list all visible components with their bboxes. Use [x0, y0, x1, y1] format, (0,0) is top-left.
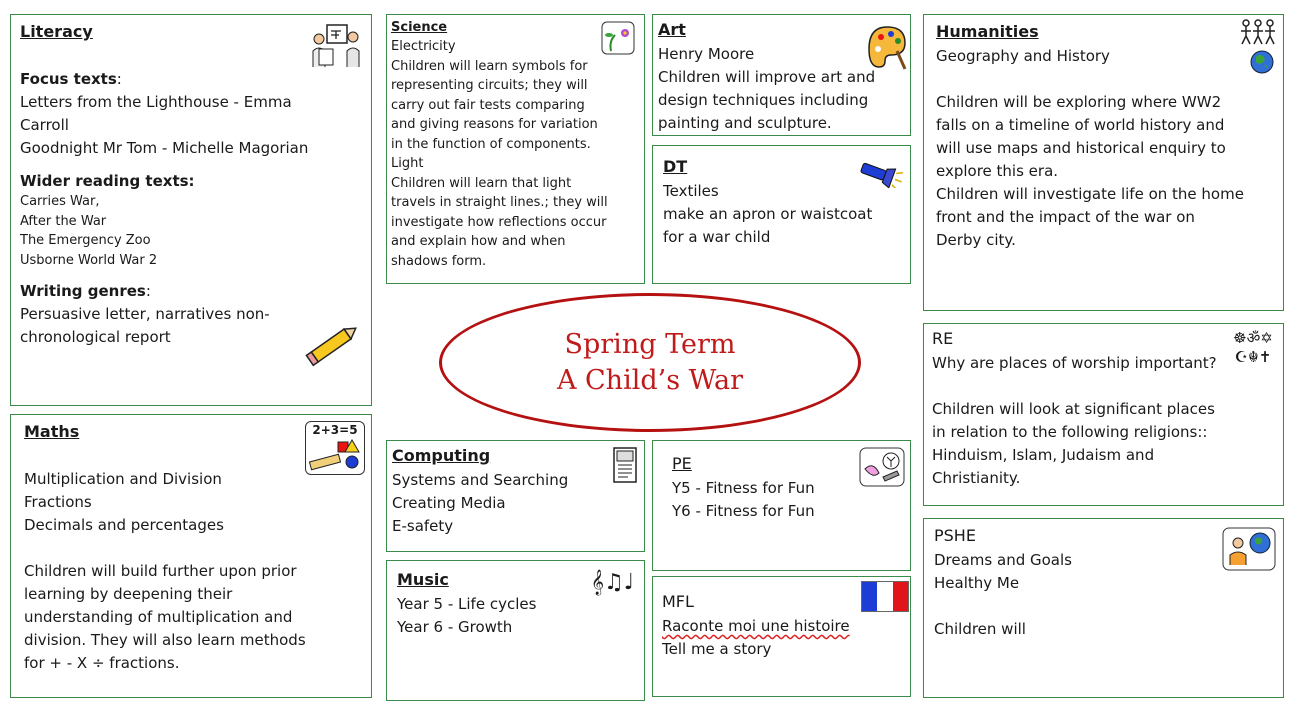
writing-genres-1: Persuasive letter, narratives non-	[20, 305, 270, 323]
wider-reading-item: The Emergency Zoo	[20, 233, 151, 248]
maths-topic: Decimals and percentages	[24, 516, 224, 534]
art-line: painting and sculpture.	[658, 114, 832, 132]
maths-line: learning by deepening their	[24, 585, 233, 603]
science-line: carry out fair tests comparing	[391, 97, 585, 113]
focus-text-2-value: Goodnight Mr Tom - Michelle Magorian	[20, 139, 309, 157]
people-globe-icon	[1238, 17, 1278, 75]
humanities-line: Derby city.	[936, 231, 1016, 249]
wider-reading-item: Usborne World War 2	[20, 252, 158, 268]
science-title: Science	[391, 20, 448, 35]
religious-symbols-top: ☸ॐ✡	[1233, 329, 1273, 347]
focus-texts-label: Focus texts	[20, 70, 117, 88]
dt-line: for a war child	[663, 228, 771, 246]
music-line: Year 6 - Growth	[397, 618, 513, 636]
maths-line: for + - X ÷ fractions.	[24, 654, 180, 672]
pshe-box	[923, 518, 1284, 698]
humanities-line: falls on a timeline of world history and	[936, 116, 1225, 134]
science-line: and explain how and when	[391, 234, 566, 249]
focus-text-2	[20, 137, 362, 160]
pshe-line: Dreams and Goals	[934, 551, 1072, 569]
torch-icon	[857, 160, 903, 188]
wider-reading-item: After the War	[20, 213, 107, 229]
mfl-title: MFL	[662, 592, 694, 611]
re-box	[923, 323, 1284, 506]
re-line: Christianity.	[932, 469, 1021, 487]
literacy-title: Literacy	[20, 22, 93, 41]
re-line: Hinduism, Islam, Judaism and	[932, 446, 1155, 464]
computing-line: E-safety	[392, 517, 454, 535]
focus-text-1b: Carroll	[20, 116, 69, 134]
pe-line: Y6 - Fitness for Fun	[672, 502, 815, 520]
music-line: Year 5 - Life cycles	[397, 595, 537, 613]
person-globe-icon	[1222, 527, 1276, 571]
wider-reading-item: Carries War,	[20, 194, 100, 209]
term-title-ellipse	[439, 293, 861, 432]
writing-genres-colon: :	[145, 282, 151, 300]
science-line: Electricity	[391, 39, 456, 54]
dt-line: make an apron or waistcoat	[663, 205, 873, 223]
teacher-reading-icon	[309, 23, 363, 73]
wider-reading-label: Wider reading texts:	[20, 172, 195, 190]
maths-sums-icon	[305, 421, 365, 475]
humanities-line: Children will be exploring where WW2	[936, 93, 1222, 111]
science-line: shadows form.	[391, 253, 487, 269]
dt-line: Textiles	[663, 182, 719, 200]
re-subtitle: Why are places of worship important?	[932, 354, 1217, 372]
music-box	[386, 560, 645, 701]
term-title: Spring Term	[564, 328, 736, 360]
science-line: in the function of components.	[391, 136, 591, 152]
computer-icon	[613, 447, 637, 483]
science-line: Light	[391, 156, 424, 171]
science-line: Children will learn symbols for	[391, 58, 588, 74]
pe-line: Y5 - Fitness for Fun	[672, 479, 815, 497]
pe-box	[652, 440, 911, 571]
computing-title: Computing	[392, 446, 491, 465]
art-line: Henry Moore	[658, 45, 755, 63]
maths-line: understanding of multiplication and	[24, 608, 293, 626]
humanities-line: explore this era.	[936, 162, 1059, 180]
focus-texts-colon: :	[116, 70, 122, 88]
maths-title: Maths	[24, 422, 80, 441]
pshe-line: Healthy Me	[934, 574, 1020, 592]
mfl-line: Tell me a story	[662, 640, 772, 658]
art-box	[652, 14, 911, 136]
art-line: Children will improve art and	[658, 68, 876, 86]
french-flag-icon	[861, 581, 909, 612]
pshe-title: PSHE	[934, 526, 976, 545]
computing-box	[386, 440, 645, 552]
humanities-box	[923, 14, 1284, 311]
religious-symbols-icon	[1230, 329, 1276, 367]
maths-box	[10, 414, 372, 698]
science-line: and giving reasons for variation	[391, 117, 598, 132]
science-line: representing circuits; they will	[391, 78, 588, 93]
writing-genres-label: Writing genres	[20, 282, 146, 300]
pe-title: PE	[672, 454, 692, 473]
humanities-subtitle: Geography and History	[936, 47, 1110, 65]
dt-title: DT	[663, 157, 688, 176]
maths-line: division. They will also learn methods	[24, 631, 306, 649]
maths-icon-text: 2+3=5	[312, 423, 358, 437]
music-notes-icon: 𝄞♫♩	[591, 570, 635, 595]
science-box	[386, 14, 645, 284]
computing-line: Systems and Searching	[392, 471, 569, 489]
writing-genres-2: chronological report	[20, 328, 171, 346]
humanities-title: Humanities	[936, 22, 1039, 41]
pencil-icon	[305, 319, 365, 369]
humanities-line: Children will investigate life on the home	[936, 185, 1244, 203]
mfl-line: Raconte moi une histoire	[662, 617, 850, 635]
religious-symbols-bottom: ☪☬✝	[1234, 348, 1272, 366]
science-line: Children will learn that light	[391, 175, 572, 191]
topic-title: A Child’s War	[556, 364, 744, 396]
science-line: investigate how reflections occur	[391, 214, 607, 230]
humanities-line: front and the impact of the war on	[936, 208, 1195, 226]
mfl-box	[652, 576, 911, 697]
paint-palette-icon	[867, 23, 909, 73]
dt-box	[652, 145, 911, 284]
art-line: design techniques including	[658, 91, 869, 109]
science-line: travels in straight lines.; they will	[391, 195, 608, 210]
plant-flower-icon	[601, 21, 635, 55]
sports-equipment-icon	[859, 447, 905, 487]
maths-line: Children will build further upon prior	[24, 562, 297, 580]
focus-text-1: Letters from the Lighthouse - Emma	[20, 93, 292, 111]
re-line: Children will look at significant places	[932, 400, 1215, 418]
humanities-line: will use maps and historical enquiry to	[936, 139, 1226, 157]
art-title: Art	[658, 20, 686, 39]
maths-topic: Multiplication and Division	[24, 470, 222, 488]
re-line: in relation to the following religions::	[932, 423, 1208, 441]
ruler-shapes-icon	[306, 438, 362, 472]
maths-topic: Fractions	[24, 493, 92, 511]
re-title: RE	[932, 329, 954, 348]
music-title: Music	[397, 570, 449, 589]
pshe-note: Children will	[934, 620, 1026, 638]
literacy-box	[10, 14, 372, 406]
computing-line: Creating Media	[392, 494, 506, 512]
